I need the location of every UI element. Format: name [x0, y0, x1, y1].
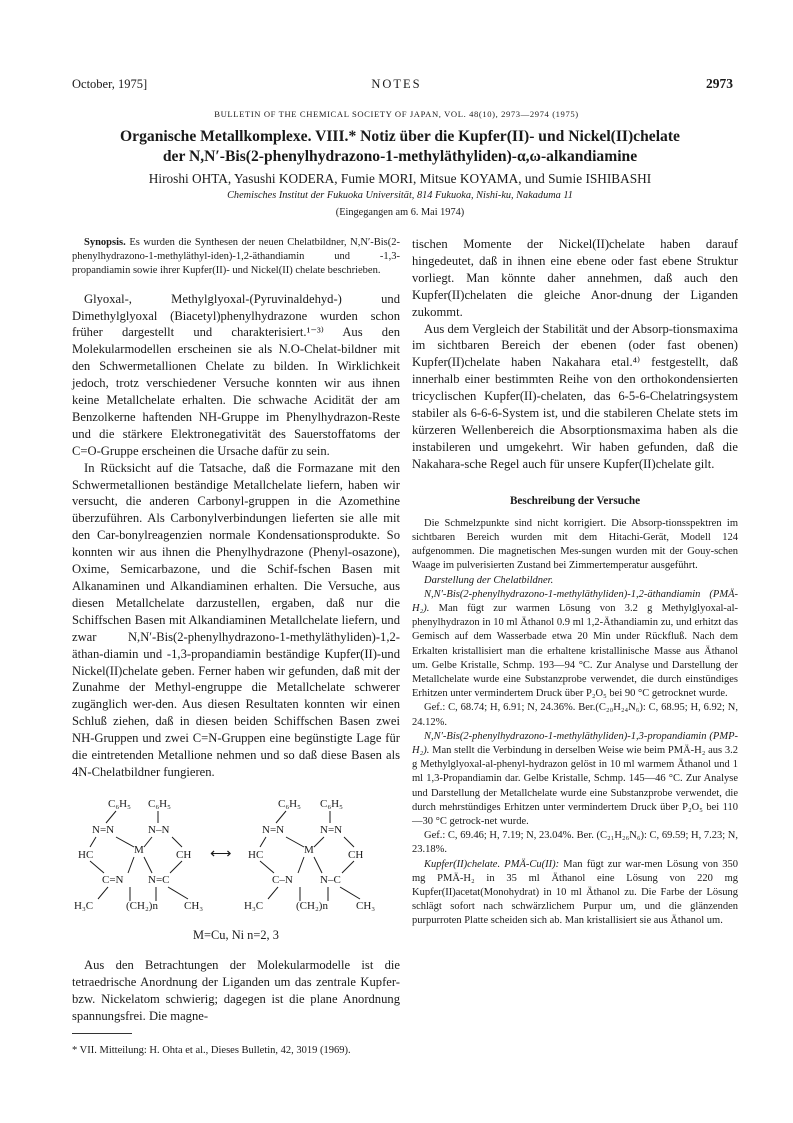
header-section: NOTES	[371, 77, 422, 91]
bond	[170, 861, 182, 873]
copper-chelate-heading: Kupfer(II)chelate.	[424, 858, 501, 870]
bond	[260, 837, 266, 847]
header-date: October, 1975]	[72, 77, 148, 91]
header-page-number: 2973	[706, 76, 733, 91]
bond	[172, 837, 182, 847]
methyl-label: H₃C	[244, 899, 264, 912]
bond	[342, 861, 354, 873]
bond	[268, 887, 278, 899]
bond	[168, 887, 188, 899]
methyl-label: CH₃	[356, 899, 376, 912]
bond	[314, 857, 322, 873]
phenyl-label: C₆H₅	[148, 797, 171, 810]
copper-chelate-name: PMÄ-Cu(II):	[504, 858, 560, 870]
atom-label: C–N	[272, 873, 293, 886]
compound-1	[412, 588, 738, 702]
compound-1-analysis: Gef.: C, 68.74; H, 6.91; N, 24.36%. Ber.(C₂₀H₂₄N₆): C, 68.95; H, 6.92; N, 24.12%.	[412, 702, 738, 728]
resonance-arrow: ⟷	[210, 845, 232, 862]
bond	[98, 887, 108, 899]
chelate-structure-diagram	[72, 795, 400, 917]
ch-label: CH	[348, 848, 364, 861]
left-column	[72, 236, 400, 1069]
chain-label: (CH₂)n	[126, 899, 158, 912]
bond	[144, 837, 152, 847]
footnote: * VII. Mitteilung: H. Ohta et al., Dieses Bulletin, 42, 3019 (1969).	[72, 1045, 351, 1057]
atom-label: N=N	[320, 823, 343, 836]
authors: Hiroshi OHTA, Yasushi KODERA, Fumie MORI, Mitsue KOYAMA, und Sumie ISHIBASHI	[148, 171, 652, 186]
compound-1-name: N,N′-Bis(2-phenylhydrazono-1-methyläthyliden)-1,2-äthandiamin (PMÄ-H₂).	[412, 588, 738, 614]
synopsis-label: Synopsis.	[84, 237, 126, 248]
methyl-label: H₃C	[74, 899, 94, 912]
synopsis-text: Es wurden die Synthesen der neuen Chelatbildner, N,N′-Bis(2-phenylhydrazono-1-methyläthyl-iden)-1,2-äthandiamin und -1,3-propandiamin sowie ihrer Kupfer(II)- und Nickel(II) chelate beschrieben.	[72, 237, 400, 277]
bond	[128, 857, 134, 873]
bond	[340, 887, 360, 899]
chemical-structure	[72, 795, 400, 922]
copper-chelate	[412, 858, 738, 929]
hc-label: HC	[78, 848, 94, 861]
received-date: (Eingegangen am 6. Mai 1974)	[335, 207, 465, 218]
section-heading: Beschreibung der Versuche	[509, 494, 641, 507]
title-line-1: Organische Metallkomplexe. VIII.* Notiz über die Kupfer(II)- und Nickel(II)chelate	[120, 128, 680, 145]
paragraph-nakahara: Aus dem Vergleich der Stabilität und der Absorp-tionsmaxima im sichtbaren Bereich der ebenen (oder fast obenen) Kupfer(II)chelate haben Nakahara etal.⁴⁾ festgestellt, daß innerhalb einer bestimmten Reihe von den orthokondensierten tricyclischen Kupfer(II)-chelaten, das 6-5-6-Chelatringsystem stabiler als 6-6-6-System ist, und die stabileren Chelate stets im kürzeren Wellenbereich die Absorptionsmaxima haben als die instabileren und umgekehrt. Wir haben gefunden, daß die Nakahara-sche Regel auch für unsere Kupfer(II)chelate gilt.	[412, 321, 738, 471]
atom-label: N=C	[148, 873, 170, 886]
right-column	[412, 236, 738, 929]
paragraph-models: Aus den Betrachtungen der Molekularmodelle ist die tetraedrische Anordnung der Liganden um das zentrale Kupfer- bzw. Nickelatom schwierig; dagegen ist die plane Anordnung spannungsfrei. Die magne-	[72, 957, 400, 1023]
bond	[106, 811, 116, 823]
structure-caption: M=Cu, Ni n=2, 3	[193, 927, 279, 942]
compound-2	[412, 730, 738, 829]
bond	[90, 837, 96, 847]
atom-label: N=N	[262, 823, 285, 836]
bulletin-line: BULLETIN OF THE CHEMICAL SOCIETY OF JAPAN, VOL. 48(10), 2973—2974 (1975)	[214, 109, 579, 119]
paragraph-formazane: In Rücksicht auf die Tatsache, daß die Formazane mit den Schwermetallionen beständige Metallchelate liefern, haben wir versucht, die anderen Carbonyl-gruppen in die Azomethine überzuführen. Als Carbonylverbindungen lieferten sie alle mit den Car-bonylreagenzien normale Kondensationsprodukte. So konnten wir aus ihnen die Phenylhydrazone (Phenyl-osazone), Oxime, Semicarbazone, und die Schif-fschen Basen mit Alkanaminen und Alkandiaminen erhalten. Die Versuche, aus diesen Metallchelate darzustellen, ergaben, daß nur die Schiffschen Basen mit Alkandiaminen Metallchelate liefern, und zwar N,N′-Bis(2-phenylhydrazono-1-methyläthyliden)-1,2-äthan-diamin und -1,3-propandiamin beständige Kupfer(II)-und Nickel(II)chelate geben. Ferner haben wir gefunden, daß mit der Zunahme der Methyl-engruppe die Metallchelate schwerer zugänglich wer-den. Aus diesen Resultaten konnten wir einen Schluß ziehen, daß in diesen beiden Schiffschen Basen zwei NH-Gruppen und zwei C=N-Gruppen eine begünstigte Lage für die eintretenden Metallione nehmen und so daß diese Basen als 4N-Chelatbildner fungieren.	[72, 460, 400, 779]
affiliation: Chemisches Institut der Fukuoka Universität, 814 Fukuoka, Nishi-ku, Nakaduma 11	[227, 190, 573, 201]
title-line-2: der N,N′-Bis(2-phenylhydrazono-1-methyläthyliden)-α,ω-alkandiamine	[162, 148, 638, 165]
compound-2-analysis: Gef.: C, 69.46; H, 7.19; N, 23.04%. Ber. (C₂₁H₂₆N₆): C, 69.59; H, 7.23; N, 23.18%.	[412, 830, 738, 856]
bond	[344, 837, 354, 847]
experimental-subheading: Darstellung der Chelatbildner.	[424, 574, 554, 586]
compound-2-text: Man stellt die Verbindung in derselben Weise wie beim PMÄ-H₂ aus 3.2 g Methylglyoxal-al-phenyl-hydrazon gelöst in 10 ml warmem Äthanol und 1 ml 1,3-Propandiamin dar. Gelbe Kristalle, Schmp. 145—46 °C. Zur Analyse und Darstellung der Metallchelate wurde eine Substanzprobe verwendet, die durch mehrstündiges Erhitzen unter vermindertem Druck über P₂O₅ bei 110—30 °C getrock-net wurde.	[412, 744, 739, 827]
metal-label: M	[304, 843, 314, 856]
bond	[298, 857, 304, 873]
hc-label: HC	[248, 848, 264, 861]
bond	[276, 811, 286, 823]
phenyl-label: C₆H₅	[108, 797, 131, 810]
bond	[260, 861, 274, 873]
bond	[144, 857, 152, 873]
bond	[90, 861, 104, 873]
experimental-intro: Die Schmelzpunkte sind nicht korrigiert. Die Absorp-tionsspektren im sichtbaren Bereich wurden mit dem Hitachi-Gerät, Modell 124 aufgenommen. Die magnetischen Mes-sungen wurden mit der Gouy-schen Waage im pulverisierten Zustand bei Zimmertemperatur ausgeführt.	[412, 517, 738, 572]
paragraph-magnetic: tischen Momente der Nickel(II)chelate haben darauf hingedeutet, daß in ihnen eine ebene oder fast ebene Struktur vorliegt. Man könnte daher annehmen, daß auch den Kupfer(II)chelaten die gleiche Anor-dnung der Liganden zukommt.	[412, 237, 738, 319]
atom-label: C=N	[102, 873, 124, 886]
footnote-divider	[72, 1033, 132, 1034]
atom-label: N–N	[148, 823, 170, 836]
synopsis	[72, 236, 400, 279]
atom-label: N=N	[92, 823, 115, 836]
compound-2-name: N,N′-Bis(2-phenylhydrazono-1-methyläthyliden)-1,3-propandiamin (PMP-H₂).	[412, 730, 738, 756]
atom-label: N–C	[320, 873, 341, 886]
article-title	[60, 127, 740, 167]
compound-1-text: Man fügt zur warmen Lösung von 3.2 g Methylglyoxal-al-phenylhydrazon in 10 ml Äthanol 0.9 ml 1,2-Äthandiamin zu, und erhitzt das Gemisch auf dem Wasserbade etwa 20 Min under Rückfluß. Nach dem Erkalten kristallisiert man die erhaltene kristallinische Masse aus Äthanol um. Gelbe Kristalle, Schmp. 193—94 °C. Zur Analyse und Darstellung der Metallchelate wurde eine Substanzprobe verwendet, die durch einstündiges Erhitzen unter vermindertem Druck über P₂O₅ bei 90 °C getrocknet wurde.	[412, 602, 738, 700]
copper-chelate-text: Man fügt zur war-men Lösung von 350 mg PMÄ-H₂ in 35 ml Äthanol eine Lösung von 220 mg Kupfer(II)acetat(Monohydrat) in 10 ml Äthanol zu. Die Farbe der Lösung schlägt sofort nach schwärzlichem Purpur um, und die glänzenden purpurroten Platte scheiden sich ab. Man kristallisiert sie aus Äthanol um.	[412, 858, 739, 927]
bond	[286, 837, 304, 847]
metal-label: M	[134, 843, 144, 856]
ch-label: CH	[176, 848, 192, 861]
methyl-label: CH₃	[184, 899, 204, 912]
chain-label: (CH₂)n	[296, 899, 328, 912]
paragraph-intro: Glyoxal-, Methylglyoxal-(Pyruvinaldehyd-) und Dimethylglyoxal (Biacetyl)phenylhydrazone wurden schon früher dargestellt und charakterisiert.¹⁻³⁾ Aus den Molekularmodellen erscheinen sie als N.O-Chelat-bildner mit den Schwermetallionen Chelate zu bilden. In Wirklichkeit jedoch, trotz verschiedener Versuche konnten wir aus ihnen keine Metallchelate erhalten. Die schwache Acidität der am Benzolkerne haftenden NH-Gruppe im Phenylhydrazon-Reste und die stärkere Elektronegativität des Sauerstoffatoms der C=O-Gruppe erscheinen die Ursache dafür zu sein.	[72, 291, 400, 458]
bond	[314, 837, 324, 847]
bond	[116, 837, 134, 847]
phenyl-label: C₆H₅	[320, 797, 343, 810]
phenyl-label: C₆H₅	[278, 797, 301, 810]
